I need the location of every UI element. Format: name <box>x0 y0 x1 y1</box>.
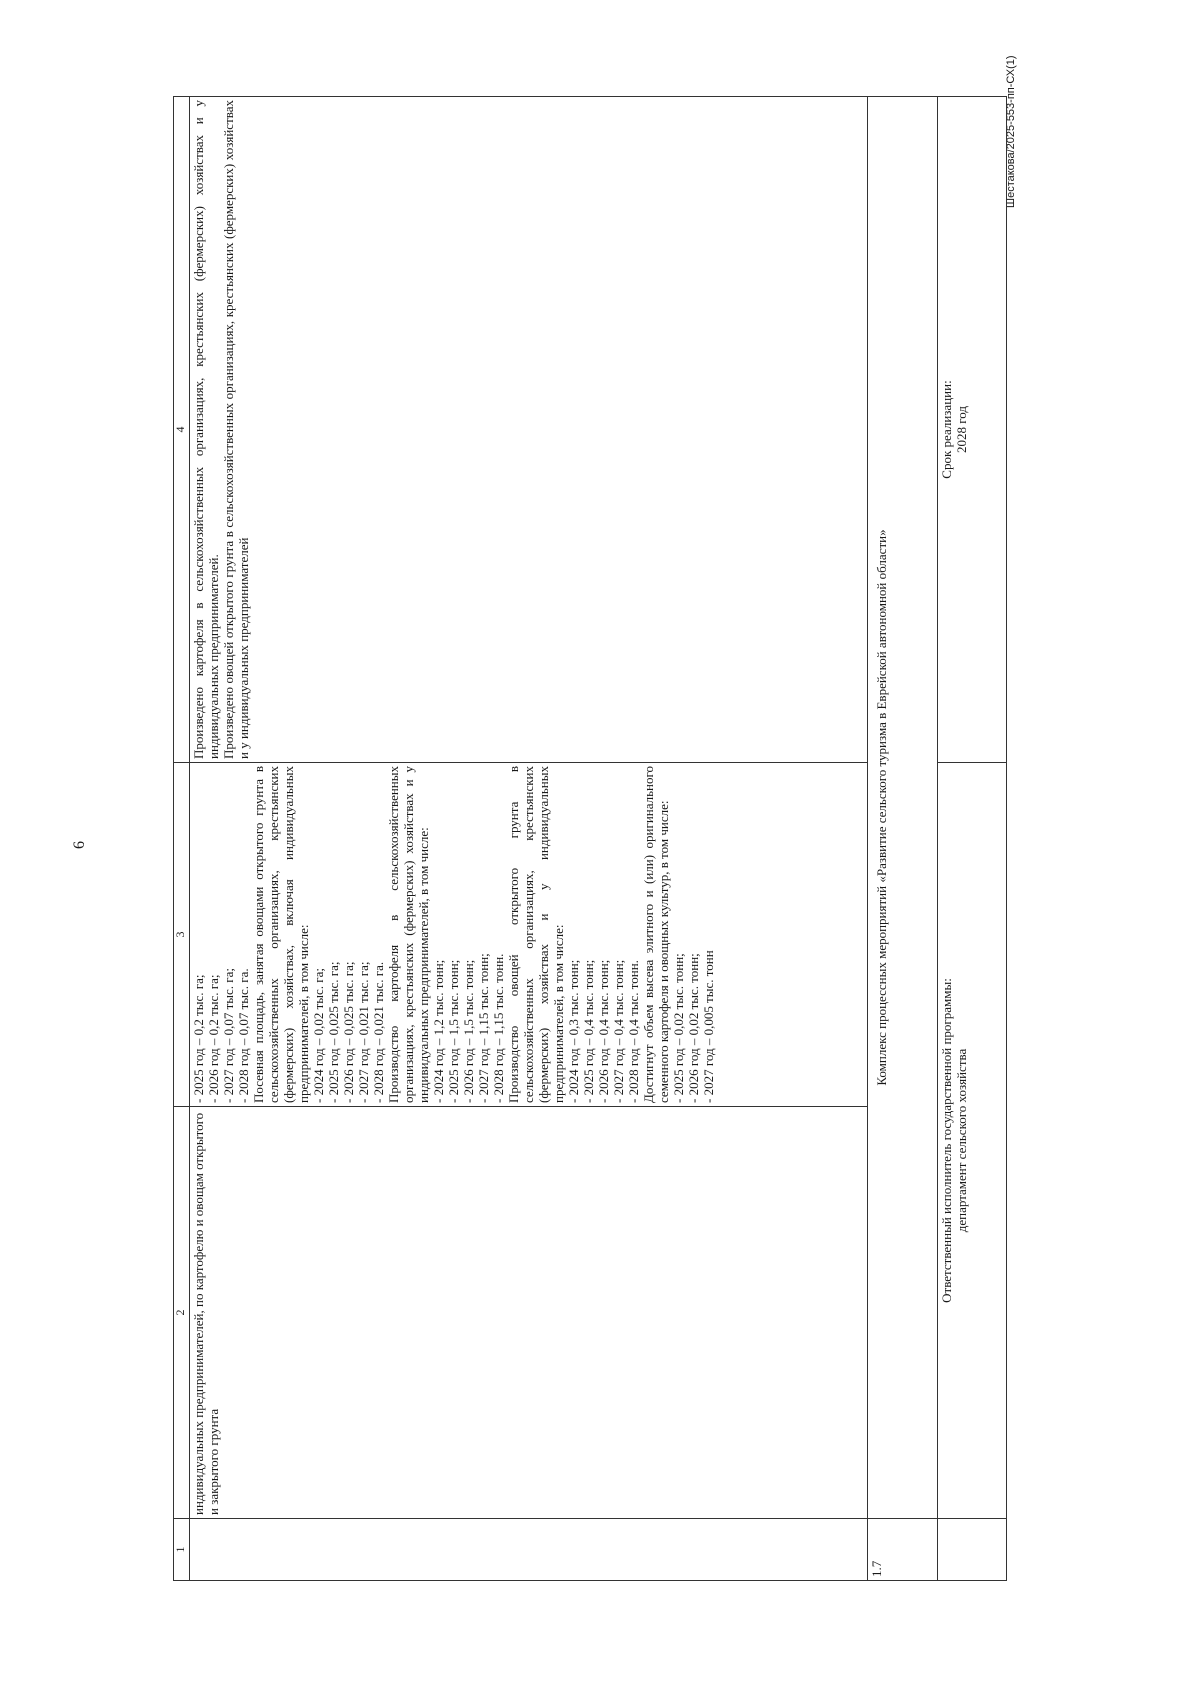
indicator-line: - 2025 год – 0,4 тыс. тонн; <box>581 959 596 1103</box>
empty-cell <box>938 1519 1007 1581</box>
responsible-cell <box>938 763 1007 1519</box>
term-value: 2028 год <box>954 406 969 453</box>
page-number: 6 <box>71 841 88 849</box>
header-row <box>174 97 190 1581</box>
indicators-cell <box>190 763 868 1107</box>
indicator-line: - 2027 год – 0,021 тыс. га; <box>356 961 371 1103</box>
table-row <box>868 97 938 1581</box>
indicator-line: - 2024 год – 0,02 тыс. га; <box>311 968 326 1103</box>
task-cell: индивидуальных предпринимателей, по картофелю и овощам открытого и закрытого грунта <box>190 1107 868 1519</box>
results-cell <box>190 97 868 763</box>
indicator-line: - 2026 год – 0,4 тыс. тонн; <box>596 959 611 1103</box>
indicator-line: Производство овощей открытого грунта в сельскохозяйственных организациях, крестьянских (фермерских) хозяйствах и у индивидуальных предпринимателей, в том числе: <box>506 766 566 1103</box>
indicator-line: - 2028 год – 0,07 тыс. га. <box>236 968 251 1103</box>
row-number-cell <box>190 1519 868 1581</box>
indicator-line: - 2028 год – 0,4 тыс. тонн. <box>626 960 641 1103</box>
indicator-line: - 2026 год – 0,025 тыс. га; <box>341 961 356 1103</box>
result-line: Произведено овощей открытого грунта в сельскохозяйственных организациях, крестьянских (фермерских) хозяйствах и у индивидуальных предпринимателей <box>221 100 251 759</box>
result-line: Произведено картофеля в сельскохозяйственных организациях, крестьянских (фермерских) хозяйствах и у индивидуальных предпринимателей. <box>191 100 221 759</box>
indicator-line: - 2027 год – 0,07 тыс. га; <box>221 968 236 1103</box>
table-row <box>190 97 868 1581</box>
indicator-line: - 2026 год – 0,02 тыс. тонн; <box>686 953 701 1103</box>
responsible-label: Ответственный исполнитель государственной программы: <box>939 978 954 1303</box>
indicator-line: - 2025 год – 0,2 тыс. га; <box>191 974 206 1103</box>
row-number-cell: 1.7 <box>868 1519 938 1581</box>
program-table <box>173 96 1007 1581</box>
indicator-line: - 2026 год – 0,2 тыс. га; <box>206 974 221 1103</box>
header-col-1: 1 <box>174 1519 190 1581</box>
header-col-3: 3 <box>174 763 190 1107</box>
indicator-line: - 2025 год – 1,5 тыс. тонн; <box>446 959 461 1103</box>
indicator-line: - 2028 год – 0,021 тыс. га. <box>371 961 386 1103</box>
indicator-line: Посевная площадь, занятая овощами открытого грунта в сельскохозяйственных организациях, крестьянских (фермерских) хозяйствах, включая индивидуальных предпринимателей, в том числе: <box>251 766 311 1103</box>
indicator-line: - 2027 год – 0,4 тыс. тонн; <box>611 959 626 1103</box>
header-col-2: 2 <box>174 1107 190 1519</box>
indicator-line: - 2024 год – 0,3 тыс. тонн; <box>566 959 581 1103</box>
indicator-line: - 2026 год – 1,5 тыс. тонн; <box>461 959 476 1103</box>
table-row <box>938 97 1007 1581</box>
term-cell <box>938 97 1007 763</box>
indicator-line: - 2027 год – 0,005 тыс. тонн <box>701 950 716 1103</box>
indicator-line: - 2028 год – 1,15 тыс. тонн. <box>491 953 506 1103</box>
complex-title-cell: Комплекс процессных мероприятий «Развитие сельского туризма в Еврейской автономной области» <box>868 97 938 1519</box>
responsible-value: департамент сельского хозяйства <box>954 1048 969 1233</box>
document-code: Шестакова/2025-553-пп-СХ(1) <box>1005 55 1017 208</box>
header-col-4: 4 <box>174 97 190 763</box>
indicator-line: - 2024 год – 1,2 тыс. тонн; <box>431 959 446 1103</box>
indicator-line: Производство картофеля в сельскохозяйственных организациях, крестьянских (фермерских) хозяйствах и у индивидуальных предпринимателей, в том числе: <box>386 766 431 1103</box>
term-label: Срок реализации: <box>939 380 954 479</box>
indicator-line: - 2025 год – 0,02 тыс. тонн; <box>671 953 686 1103</box>
indicator-line: - 2027 год – 1,15 тыс. тонн; <box>476 953 491 1103</box>
indicator-line: Достигнут объем высева элитного и (или) оригинального семенного картофеля и овощных культур, в том числе: <box>641 766 671 1103</box>
rotated-table-sheet <box>173 97 1007 1581</box>
indicator-line: - 2025 год – 0,025 тыс. га; <box>326 961 341 1103</box>
